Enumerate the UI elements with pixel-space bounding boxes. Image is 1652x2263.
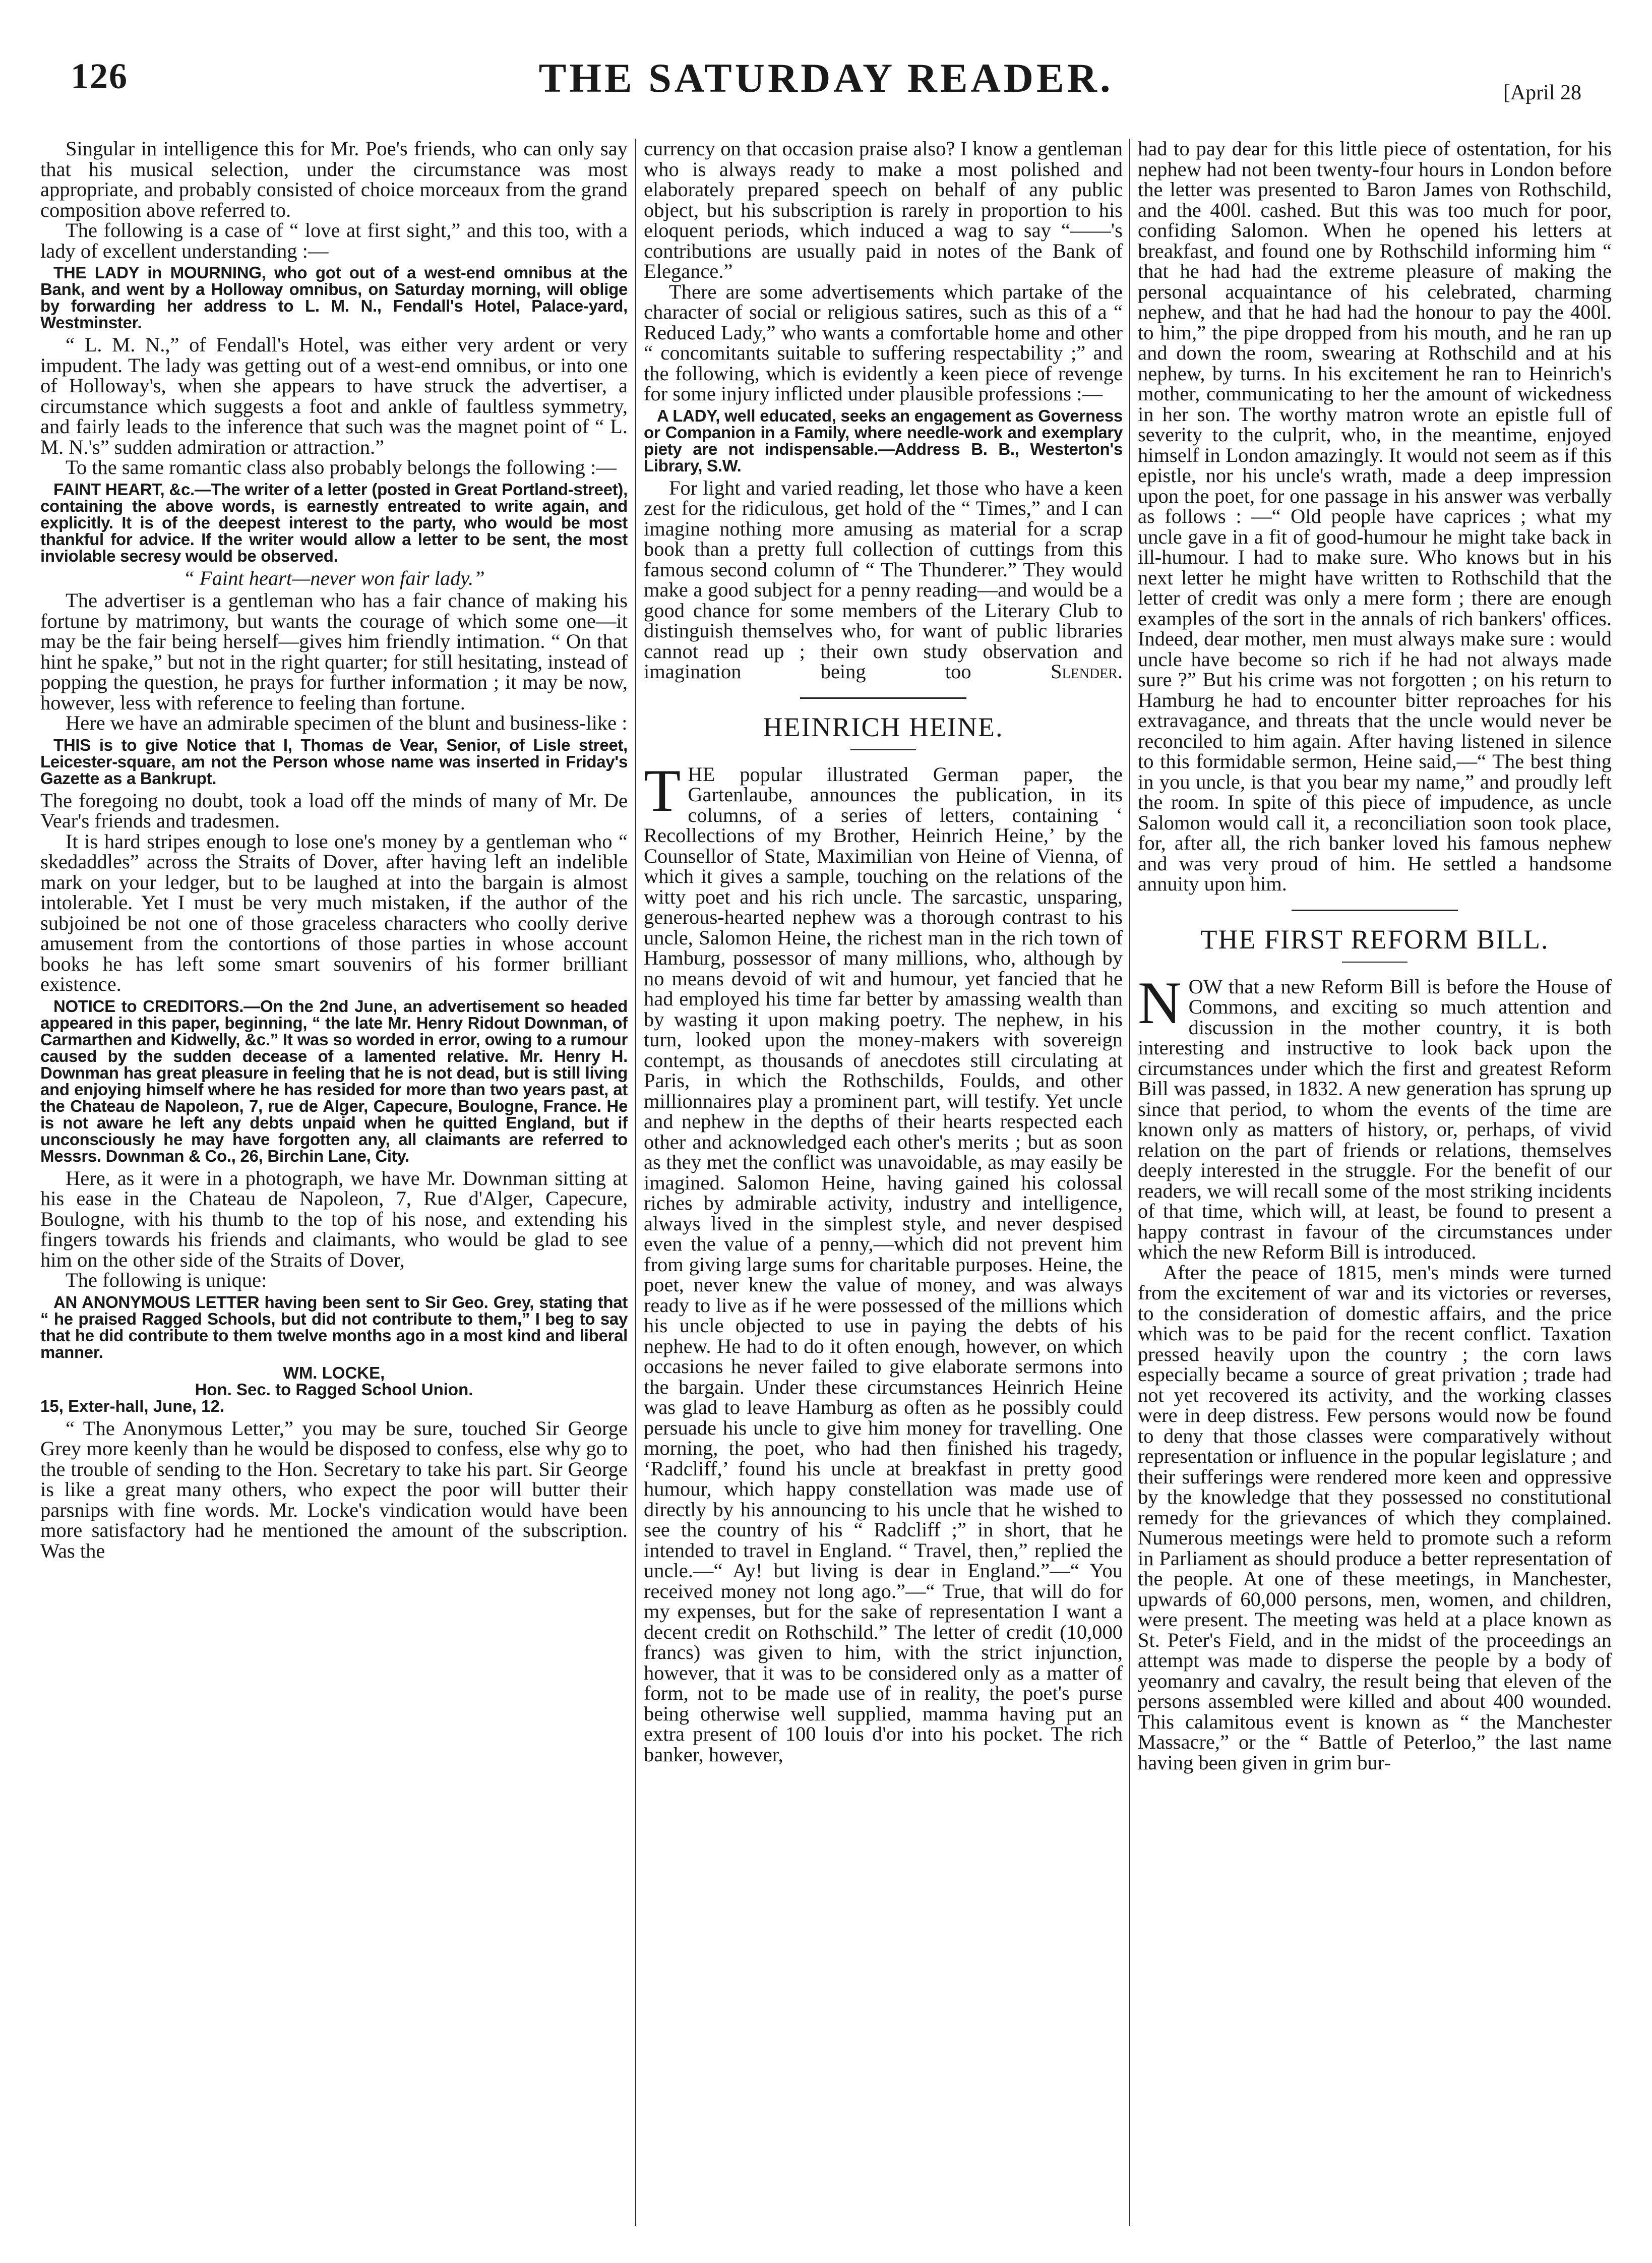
heading-rule [850,749,916,750]
paragraph-text: OW that a new Reform Bill is before the House of Commons, and exciting so much attention and discussion in the mother country, it is both interesting and instructive to look back upon the circumstances under which the first and greatest Reform Bill was passed, in 1832. A new generation has sprung up since that period, to whom the events of the time are known only as matters of history, or, perhaps, of vivid relation on the part of friends or relations, themselves deeply interested in the struggle. For the benefit of our readers, we will recall some of the most striking incidents of that time, which will, at least, be found to present a happy contrast in favour of the circumstances under which the new Reform Bill is introduced. [1138,975,1612,1263]
paragraph [644,478,1123,682]
advertisement-de-vear-notice: THIS is to give Notice that I, Thomas de Vear, Senior, of Lisle street, Leicester-square, am not the Person whose name was inserted in Friday's Gazette as a Bankrupt. [40,735,628,788]
paragraph: The foregoing no doubt, took a load off the minds of many of Mr. De Vear's friends and tradesmen. [40,789,628,832]
advertisement-notice-to-creditors: NOTICE to CREDITORS.—On the 2nd June, an advertisement so headed appeared in this paper, beginning, “ the late Mr. Henry Ridout Downman, of Carmarthen and Kidwelly, &c.” It was so worded in error, owing to a rumour caused by the sudden decease of a lamented relative. Mr. Henry H. Downman has great pleasure in feeling that he is not dead, but is still living and enjoying himself where he has resided for more than two years past, at the Chateau de Napoleon, 7, rue de Alger, Capecure, Boulogne, France. He is not aware he left any debts unpaid when he quitted England, but if unconsciously he may have forgotten any, all claimants are referred to Messrs. Downman & Co., 26, Birchin Lane, City. [40,996,628,1165]
article-heading-heinrich-heine: HEINRICH HEINE. [763,711,1004,742]
drop-cap: N [1138,969,1182,1036]
advertisement-signature-title: Hon. Sec. to Ragged School Union. [195,1380,473,1399]
heading-rule [1342,962,1408,963]
masthead [71,35,1581,131]
paragraph: After the peace of 1815, men's minds were turned from the excitement of war and its victories or reverses, to the consideration of domestic affairs, and the price which was to be paid for the recent conflict. Taxation pressed heavily upon the country ; the corn laws especially became a source of great privation ; trade had not yet recovered its activity, and the working classes were in deep distress. Few persons would now be found to deny that those classes were comparatively without representation or influence in the popular legislature ; and their sufferings were rendered more keen and oppressive by the knowledge that they possessed no constitutional remedy for the grievances of which they complained. Numerous meetings were held to promote such a reform in Parliament as should produce a better representation of the people. At one of these meetings, in Manchester, upwards of 60,000 persons, men, women, and children, were present. The meeting was held at a place known as St. Peter's Field, and in the midst of the proceedings an attempt was made to disperse the people by a body of yeomanry and cavalry, the result being that eleven of the persons assembled were killed and about 400 wounded. This calamitous event is known as “ the Manchester Massacre,” or the “ Battle of Peterloo,” the last name having been given in grim bur- [1138,1261,1612,1774]
column-rule [635,139,636,2226]
paragraph: It is hard stripes enough to lose one's money by a gentleman who “ skedaddles” across the Straits of Dover, after having left an indelible mark on your ledger, but to be laughed at into the bargain is almost intolerable. Yet I must be very much mistaken, if the author of the subjoined be not one of those graceless characters who coolly derive amusement from the contortions of those parties in whose account books he has left some smart souvenirs of his former brilliant existence. [40,829,628,995]
section-divider [1292,910,1458,911]
paragraph [644,756,1123,1766]
advertisement-quote: “ Faint heart—never won fair lady.” [183,566,485,589]
paragraph: Here we have an admirable specimen of the blunt and business-like : [66,711,628,734]
advertisement-lady-governess: A LADY, well educated, seeks an engagement as Governess or Companion in a Family, where needle-work and exemplary piety are not indispensable.—Address B. B., Westerton's Library, S.W. [644,406,1123,475]
paragraph: had to pay dear for this little piece of ostentation, for his nephew had not been twenty-four hours in London before the letter was presented to Baron James von Rothschild, and the 400l. cashed. But this was too much for poor, confiding Salomon. When he opened his letters at breakfast, and found one by Rothschild informing him “ that he had had the extreme pleasure of making the personal acquaintance of his celebrated, charming nephew, and that he had had the honour to pay the 400l. to him,” the pipe dropped from his mouth, and he ran up and down the room, swearing at Rothschild and at his nephew, by turns. In his excitement he ran to Heinrich's mother, communicating to her the amount of wickedness in her son. The worthy matron wrote an epistle full of severity to the culprit, who, in the meantime, enjoyed himself in London amazingly. It would not seem as if this epistle, nor his uncle's wrath, made a deep impression upon the poet, for one passage in his answer was verbally as follows : —“ Old people have caprices ; what my uncle gave in a fit of good-humour he might take back in ill-humour. I had to make sure. Who knows but in his next letter he might have written to Rothschild that the letter of credit was only a mere form ; there are enough examples of the sort in the annals of rich bankers' offices. Indeed, dear mother, men must always make sure : would uncle have become so rich if he had not always made sure ?” But his crime was not forgotten ; on his return to Hamburg he had to encounter bitter reproaches for his extravagance, and threats that the uncle would never be reconciled to him again. After having listened in silence to this formidable sermon, Heine said,—“ The best thing in you uncle, is that you bear my name,” and proudly left the room. In spite of this piece of impudence, as uncle Salomon would call it, a reconciliation soon took place, for, after all, the rich banker loved his famous nephew and was very proud of him. He settled a handsome annuity upon him. [1138,139,1612,895]
paragraph: Singular in intelligence this for Mr. Poe's friends, who can only say that his musical selection, under the circumstance was most appropriate, and probably consisted of choice morceaux from the grand composition above referred to. [40,139,628,221]
paragraph-text: HE popular illustrated German paper, the Gartenlaube, announces the publication, in its columns, of a series of letters, containing ‘ Recollections of my Brother, Heinrich Heine,’ by the Counsellor of State, Maximilian von Heine of Vienna, of which it gives a sample, touching on the relations of the witty poet and his rich uncle. The sarcastic, unsparing, generous-hearted nephew was a thorough contrast to his uncle, Salomon Heine, the richest man in the rich town of Hamburg, possessor of many millions, who, although by no means devoid of wit and humour, yet fancied that he had employed his time far better by amassing wealth than by wasting it upon making poetry. The nephew, in his turn, looked upon the money-makers with sovereign contempt, as thousands of anecdotes still circulating at Paris, in which the Rothschilds, Foulds, and other millionnaires play a prominent part, will testify. Yet uncle and nephew in the depths of their hearts respected each other and acknowledged each other's merits ; but as soon as they met the conflict was unavoidable, as may easily be imagined. Salomon Heine, having gained his colossal riches by admirable activity, industry and intelligence, always lived in the simplest style, and never despised even the value of a penny,—which did not prevent him from giving large sums for charitable purposes. Heine, the poet, never knew the value of money, and was always ready to live as if he were possessed of the millions which his uncle objected to use in paying the debts of his nephew. He had to do it often enough, however, on which occasions he never failed to give elaborate sermons into the bargain. Under these circumstances Heinrich Heine was glad to leave Hamburg as often as he possibly could persuade his uncle to give him money for travelling. One morning, the poet, who had then finished his tragedy, ‘Radcliff,’ found his uncle at breakfast in pretty good humour, which happy constellation was made use of directly by his announcing to his uncle that he wished to see the country of his “ Radcliff ;” in short, that he intended to travel in England. “ Travel, then,” replied the uncle.—“ Ay! but living is dear in England.”—“ You received money not long ago.”—“ True, that will do for my expenses, but for the sake of representation I want a decent credit on Rothschild.” The letter of credit (10,000 francs) was given to him, with the strict injunction, however, that it was to be considered only as a matter of form, not to be made use of in reality, the poet's purse being otherwise well supplied, mamma having put an extra present of 100 louis d'or into his pocket. The rich banker, however, [644,762,1123,1766]
column-right [1138,139,1612,2226]
paragraph-text: For light and varied reading, let those who have a keen zest for the ridiculous, get hold of the “ Times,” and I can imagine nothing more amusing as material for a scrap book than a pretty full collection of cuttings from this famous second column of “ The Thunderer.” They would make a good subject for a penny reading—and would be a good chance for some members of the Literary Club to distinguish themselves who, for want of public libraries cannot read up ; their own study observation and imagination being too [644,476,1123,683]
paragraph: “ L. M. N.,” of Fendall's Hotel, was either very ardent or very impudent. The lady was getting out of a west-end omnibus, or into one of Holloway's, when she appears to have struck the advertiser, a circumstance which suggests a foot and ankle of faultless symmetry, and fairly leads to the inference that such was the magnet point of “ L. M. N.'s” sudden admiration or attraction.” [40,333,628,458]
paragraph: The following is unique: [66,1269,267,1291]
column-left [40,139,628,2226]
paragraph: currency on that occasion praise also? I know a gentleman who is always ready to make a most polished and elaborately prepared speech on behalf of any public object, but his subscription is rarely in proportion to his eloquent periods, which induced a wag to say “——'s contributions are usually paid in notes of the Bank of Elegance.” [644,139,1123,282]
advertisement-signature-address: 15, Exter-hall, June, 12. [40,1396,224,1415]
advertisement-anonymous-letter: AN ANONYMOUS LETTER having been sent to Sir Geo. Grey, stating that “ he praised Ragged Schools, but did not contribute to them,” I beg to say that he did contribute to them twelve months ago in a most kind and liberal manner. [40,1292,628,1361]
column-middle [644,139,1123,2226]
advertisement-faint-heart: FAINT HEART, &c.—The writer of a letter (posted in Great Portland-street), containing the above words, is earnestly entreated to write again, and explicitly. It is of the deepest interest to the party, who would be most thankful for advice. If the writer would allow a letter to be sent, the most inviolable secresy would be observed. [40,480,628,565]
paragraph [1138,969,1612,1263]
paragraph: “ The Anonymous Letter,” you may be sure, touched Sir George Grey more keenly than he would be disposed to confess, else why go to the trouble of sending to the Hon. Secretary to take his part. Sir George is like a great many others, who expect the poor will butter their parsnips with fine words. Mr. Locke's vindication would have been more satisfactory had he mentioned the amount of the subscription. Was the [40,1416,628,1562]
paragraph: To the same romantic class also probably belongs the following :— [66,456,617,479]
drop-cap: T [644,756,681,824]
article-heading-first-reform-bill: THE FIRST REFORM BILL. [1200,924,1549,955]
column-rule [1129,139,1130,2226]
author-signature: Slender. [1050,660,1123,683]
paragraph: There are some advertisements which partake of the character of social or religious satires, such as this of a “ Reduced Lady,” who wants a comfortable home and other “ concomitants suitable to suffering respectability ;” and the following, which is evidently a keen piece of revenge for some injury inflicted under plausible professions :— [644,280,1123,405]
paragraph: The following is a case of “ love at first sight,” and this too, with a lady of excellent understanding :— [40,219,628,262]
section-divider [800,697,966,699]
publication-title: THE SATURDAY READER. [538,55,1114,101]
article-columns [40,139,1612,2226]
page-number: 126 [71,56,128,96]
advertisement-lady-in-mourning: THE LADY in MOURNING, who got out of a west-end omnibus at the Bank, and went by a Holloway omnibus, on Saturday morning, will oblige by forwarding her address to L. M. N., Fendall's Hotel, Palace-yard, Westminster. [40,263,628,332]
issue-date: [April 28 [1503,81,1581,104]
advertisement-signature-name: WM. LOCKE, [283,1363,385,1382]
paragraph: The advertiser is a gentleman who has a fair chance of making his fortune by matrimony, but wants the courage of which some one—it may be the fair being herself—gives him friendly intimation. “ On that hint he spake,” but not in the right quarter; for still hesitating, instead of popping the question, he prays for further information ; it may be now, however, less with reference to feeling than fortune. [40,589,628,714]
paragraph: Here, as it were in a photograph, we have Mr. Downman sitting at his ease in the Chateau de Napoleon, 7, Rue d'Alger, Capecure, Boulogne, with his thumb to the top of his nose, and extending his fingers towards his friends and claimants, who would be glad to see him on the other side of the Straits of Dover, [40,1166,628,1271]
